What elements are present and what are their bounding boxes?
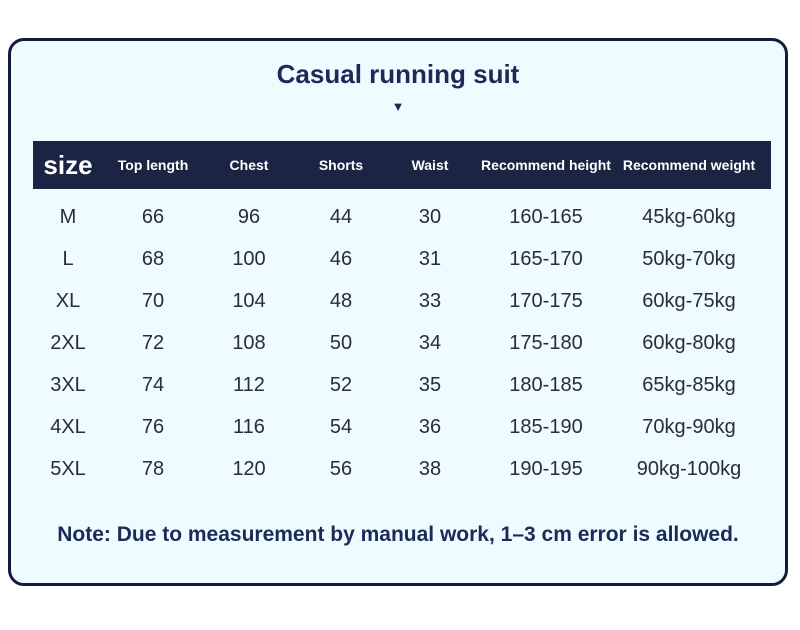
table-row [33,280,771,322]
cell-waist: 36 [418,415,442,438]
cell-weight: 90kg-100kg [636,457,742,480]
cell-weight: 50kg-70kg [642,247,736,270]
cell-shorts: 56 [329,457,353,480]
cell-top-length: 72 [141,331,165,354]
cell-chest: 120 [232,457,266,480]
down-arrow-icon: ▼ [391,99,405,114]
cell-chest: 100 [232,247,266,270]
cell-height: 170-175 [509,289,583,312]
cell-shorts: 52 [329,373,353,396]
cell-height: 175-180 [509,331,583,354]
cell-size: 3XL [50,373,86,396]
cell-size: 5XL [50,457,86,480]
cell-waist: 38 [418,457,442,480]
header-recommend-height: Recommend height [481,157,611,173]
cell-shorts: 50 [329,331,353,354]
cell-waist: 31 [418,247,442,270]
table-row [33,238,771,280]
cell-top-length: 78 [141,457,165,480]
header-chest: Chest [229,157,269,173]
cell-shorts: 48 [329,289,353,312]
chart-title: Casual running suit [276,59,520,89]
cell-weight: 70kg-90kg [642,415,736,438]
cell-waist: 30 [418,205,442,228]
cell-shorts: 46 [329,247,353,270]
table-row [33,364,771,406]
cell-weight: 45kg-60kg [642,205,736,228]
cell-size: M [59,205,77,228]
cell-top-length: 68 [141,247,165,270]
cell-size: 2XL [50,331,86,354]
table-row [33,196,771,238]
header-top-length: Top length [117,157,189,173]
cell-waist: 35 [418,373,442,396]
cell-shorts: 44 [329,205,353,228]
cell-chest: 96 [237,205,261,228]
header-recommend-weight: Recommend weight [622,157,756,173]
cell-top-length: 76 [141,415,165,438]
cell-size: L [62,247,74,270]
cell-top-length: 74 [141,373,165,396]
cell-weight: 60kg-75kg [642,289,736,312]
table-row [33,406,771,448]
header-shorts: Shorts [318,157,364,173]
cell-waist: 33 [418,289,442,312]
cell-chest: 108 [232,331,266,354]
cell-chest: 104 [232,289,266,312]
size-chart-card [8,38,788,586]
cell-chest: 112 [233,373,265,396]
cell-height: 160-165 [509,205,583,228]
table-body [33,196,771,490]
header-waist: Waist [411,157,449,173]
cell-height: 165-170 [509,247,583,270]
cell-shorts: 54 [329,415,353,438]
cell-height: 180-185 [509,373,583,396]
cell-weight: 60kg-80kg [642,331,736,354]
cell-weight: 65kg-85kg [642,373,736,396]
cell-waist: 34 [418,331,442,354]
cell-top-length: 66 [141,205,165,228]
cell-height: 190-195 [509,457,583,480]
table-row [33,322,771,364]
cell-chest: 116 [233,415,265,438]
measurement-note: Note: Due to measurement by manual work, 1–3 cm error is allowed. [57,523,739,546]
header-size: size [43,149,93,180]
table-header [33,141,771,189]
cell-size: 4XL [50,415,86,438]
cell-size: XL [55,289,81,312]
cell-top-length: 70 [141,289,165,312]
cell-height: 185-190 [509,415,583,438]
table-row [33,448,771,490]
